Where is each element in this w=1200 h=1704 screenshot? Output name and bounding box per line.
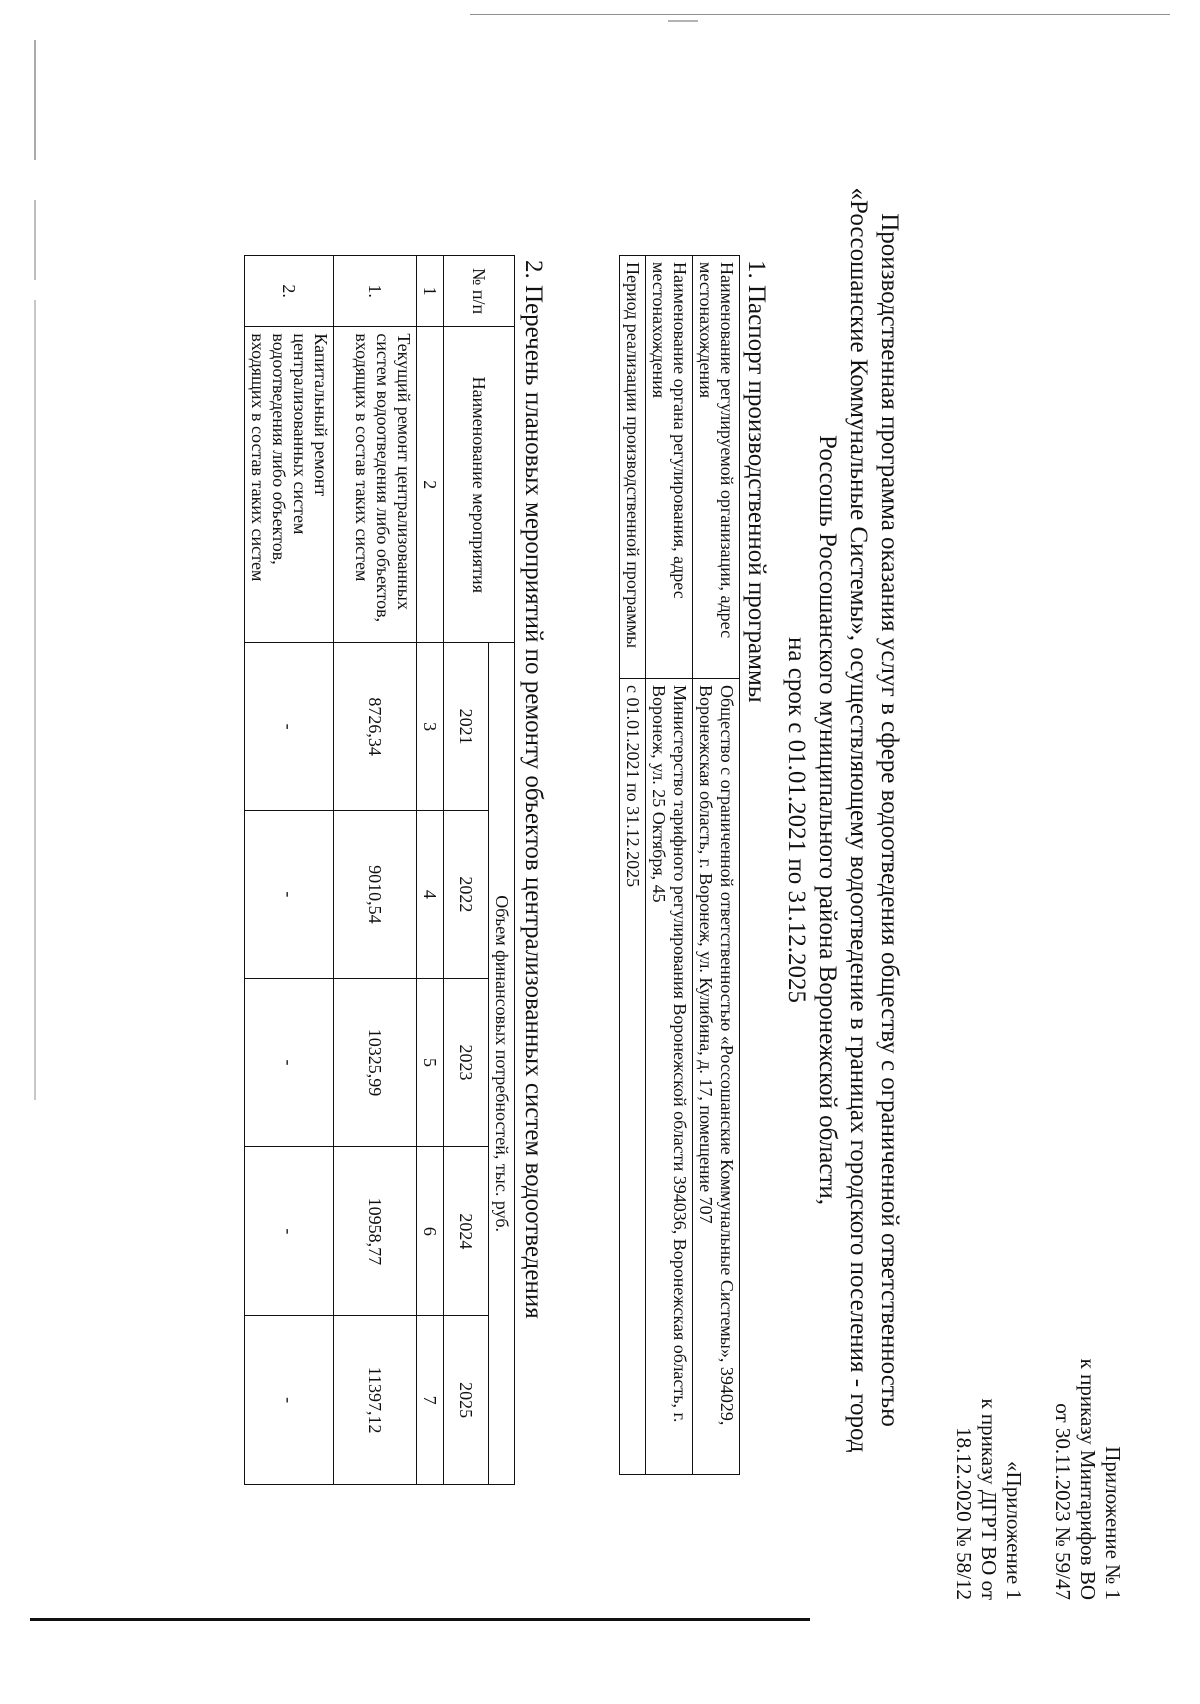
passport-label: Наименование регулируемой организации, адрес местонахождения (693, 256, 740, 679)
amount-cell: - (245, 1147, 334, 1316)
scan-edge-top (470, 14, 1170, 15)
approval-line: Приложение № 1 (1101, 1446, 1125, 1600)
amount-cell: 9010,54 (334, 810, 417, 978)
index-cell: 7 (417, 1316, 444, 1485)
index-cell: 3 (417, 643, 444, 811)
passport-table (619, 255, 740, 1475)
passport-heading: 1. Паспорт производственной программы (743, 260, 770, 703)
index-cell: 6 (417, 1147, 444, 1316)
table-row (646, 256, 693, 1475)
passport-value: Министерство тарифного регулирования Воронежской области 394036, Воронежская область, г. Воронеж, ул. 25 Октября, 45 (646, 679, 693, 1475)
title-line: на срок с 01.01.2021 по 31.12.2025 (783, 637, 810, 1003)
amount-cell: - (245, 810, 334, 978)
table-row (334, 256, 417, 1485)
col-header-year: 2022 (444, 810, 489, 978)
title-line: Производственная программа оказания услуг в сфере водоотведения обществу с ограниченной ответственностью (876, 213, 903, 1427)
col-header-year: 2025 (444, 1316, 489, 1485)
amount-cell: - (245, 1316, 334, 1485)
col-header-num: № п/п (444, 256, 515, 327)
index-cell: 2 (417, 327, 444, 643)
activity-name: Капитальный ремонт централизованных систем водоотведения либо объектов, входящих в состав таких систем (245, 327, 334, 643)
col-header-year: 2021 (444, 643, 489, 811)
table-header-row (489, 256, 515, 1485)
index-cell: 1 (417, 256, 444, 327)
title-line: «Россошанские Коммунальные Системы», осуществляющему водоотведение в границах городского поселения - город (845, 187, 872, 1453)
amount-cell: - (245, 978, 334, 1147)
scan-speck (668, 20, 698, 22)
row-number: 2. (245, 256, 334, 327)
col-header-name: Наименование мероприятия (444, 327, 515, 643)
approval-line: от 30.11.2023 № 59/47 (1051, 1403, 1075, 1600)
amount-cell: 8726,34 (334, 643, 417, 811)
plan-table (244, 255, 515, 1485)
index-cell: 5 (417, 978, 444, 1147)
passport-label: Наименование органа регулирования, адрес местонахождения (646, 256, 693, 679)
passport-label: Период реализации производственной программы (620, 256, 646, 679)
approval-line: «Приложение 1 (1002, 1461, 1026, 1600)
scan-edge-bottom (30, 1618, 810, 1621)
amount-cell: 11397,12 (334, 1316, 417, 1485)
table-row (693, 256, 740, 1475)
approval-block-original (951, 1040, 1026, 1600)
table-index-row (417, 256, 444, 1485)
document-title (781, 80, 905, 1560)
title-line: Россошь Россошанского муниципального района Воронежской области, (814, 435, 841, 1205)
col-header-year: 2024 (444, 1147, 489, 1316)
index-cell: 4 (417, 810, 444, 978)
col-header-group: Объем финансовых потребностей, тыс. руб. (489, 643, 515, 1485)
amount-cell: - (245, 643, 334, 811)
passport-value: с 01.01.2021 по 31.12.2025 (620, 679, 646, 1475)
activity-name: Текущий ремонт централизованных систем водоотведения либо объектов, входящих в состав таких систем (334, 327, 417, 643)
col-header-year: 2023 (444, 978, 489, 1147)
table-row (245, 256, 334, 1485)
rotated-document-page (35, 40, 1125, 1600)
approval-line: 18.12.2020 № 58/12 (952, 1427, 976, 1600)
amount-cell: 10958,77 (334, 1147, 417, 1316)
row-number: 1. (334, 256, 417, 327)
passport-value: Общество с ограниченной ответственностью «Россошанские Коммунальные Системы», 394029, Воронежская область, г. Воронеж, ул. Кулибина, д. 17, помещение 707 (693, 679, 740, 1475)
approval-line: к приказу Минтарифов ВО (1076, 1358, 1100, 1600)
approval-block-current (1050, 1040, 1125, 1600)
approval-line: к приказу ДГРТ ВО от (977, 1398, 1001, 1600)
table-row (620, 256, 646, 1475)
approval-stamps (951, 1040, 1125, 1600)
amount-cell: 10325,99 (334, 978, 417, 1147)
plan-heading: 2. Перечень плановых мероприятий по ремонту объектов централизованных систем водоотведения (520, 260, 547, 1319)
